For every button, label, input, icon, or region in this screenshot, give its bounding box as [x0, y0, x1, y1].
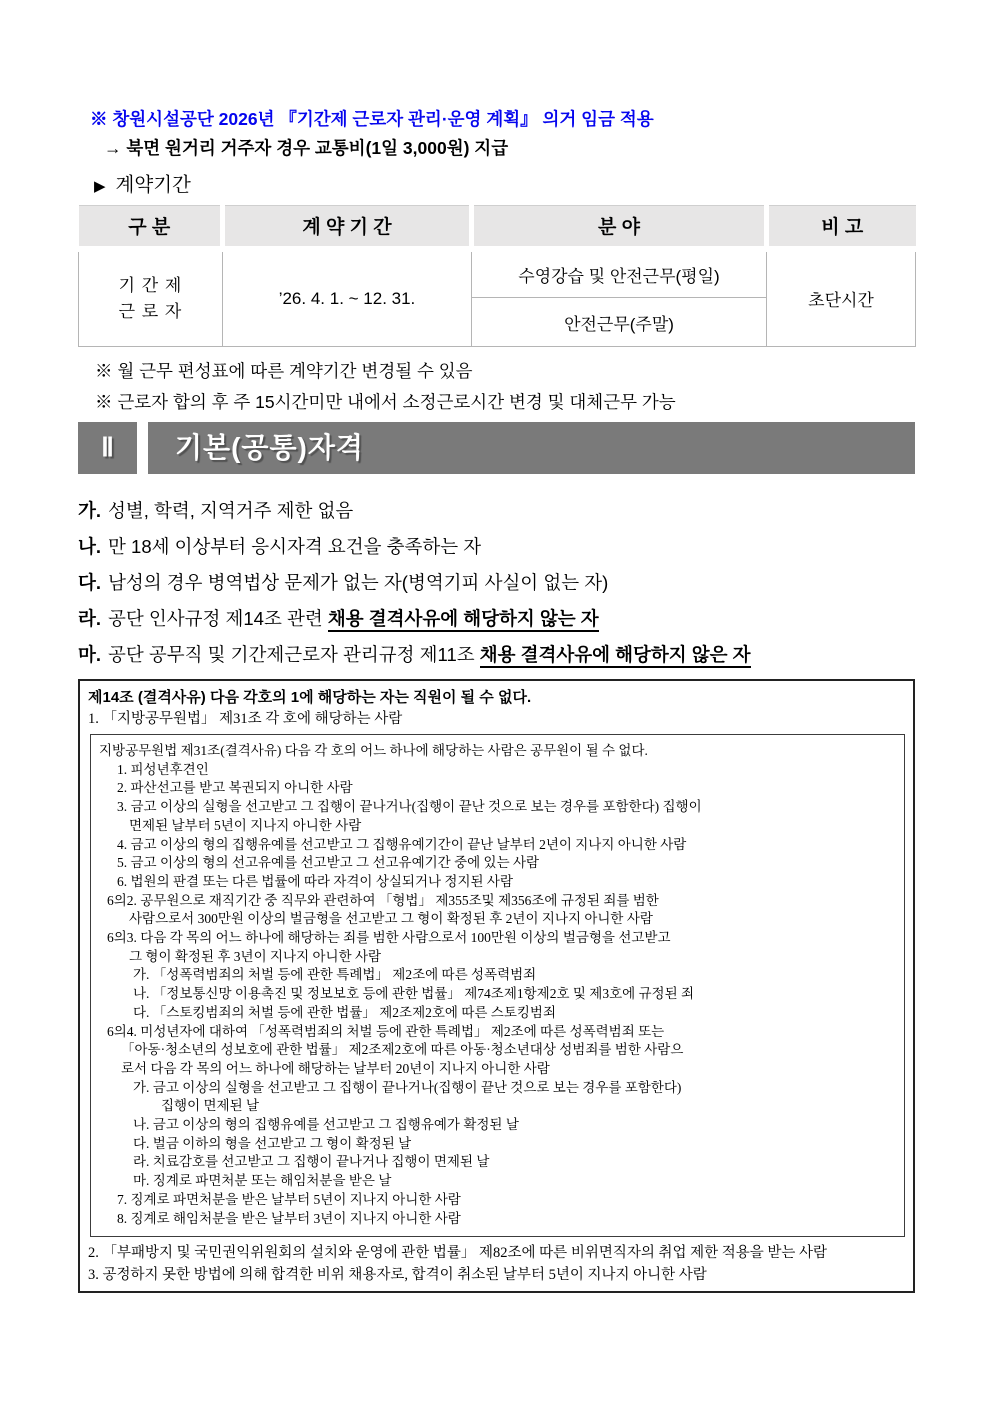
item-emphasis: 채용 결격사유에 해당하지 않는 자: [328, 608, 599, 632]
law-text-line: 집행이 면제된 날: [161, 1098, 260, 1114]
law-text-line: 로서 다음 각 목의 어느 하나에 해당하는 날부터 20년이 지나지 아니한 사람: [121, 1060, 550, 1076]
contract-notes: [0, 356, 992, 418]
item-text: 공단 인사규정 제14조 관련: [108, 608, 328, 629]
law-text-line: 4. 금고 이상의 형의 집행유예를 선고받고 그 집행유예기간이 끝난 날부터 2년이 지나지 아니한 사람: [117, 836, 687, 852]
list-item: [78, 493, 992, 529]
law-text-line: 나. 금고 이상의 형의 집행유예를 선고받고 그 집행유예가 확정된 날: [133, 1117, 519, 1133]
law-text-line: 6의3. 다음 각 목의 어느 하나에 해당하는 죄를 범한 사람으로서 100만원 이상의 벌금형을 선고받고: [107, 930, 671, 946]
list-item: [78, 565, 992, 601]
table-row: [79, 249, 916, 298]
law-text-line: 지방공무원법 제31조(결격사유) 다음 각 호의 어느 하나에 해당하는 사람은 공무원이 될 수 없다.: [99, 743, 648, 758]
section2-numeral: Ⅱ: [78, 422, 137, 474]
law-text-line: 마. 징계로 파면처분 또는 해임처분을 받은 날: [133, 1173, 392, 1189]
item-label: 라.: [78, 608, 102, 629]
section2-title: 기본(공통)자격: [148, 422, 915, 474]
law-text-line: 가. 「성폭력범죄의 처벌 등에 관한 특례법」 제2조에 따른 성폭력범죄: [133, 967, 537, 983]
col-header-field: 분 야: [472, 206, 767, 249]
article14-item1: 1. 「지방공무원법」 제31조 각 호에 해당하는 사람: [88, 711, 403, 727]
contract-note-2: ※ 근로자 합의 후 주 15시간미만 내에서 소정근로시간 변경 및 대체근무 가능: [95, 392, 676, 412]
cell-worker-category: [79, 249, 223, 347]
contract-period-title: 계약기간: [115, 174, 191, 196]
item-label: 가.: [78, 500, 102, 521]
law-text-line: 6의2. 공무원으로 재직기간 중 직무와 관련하여 「형법」 제355조및 제356조에 규정된 죄를 범한: [107, 892, 659, 908]
article14-heading: 제14조 (결격사유) 다음 각호의 1에 해당하는 자는 직원이 될 수 없다.: [88, 689, 532, 706]
law-text-line: 6. 법원의 판결 또는 다른 법률에 따라 자격이 상실되거나 정지된 사람: [117, 873, 513, 889]
item-label: 다.: [78, 572, 102, 593]
cell-remark: 초단시간: [767, 249, 916, 347]
law-text-line: 6의4. 미성년자에 대하여 「성폭력범죄의 처벌 등에 관한 특례법」 제2조에 따른 성폭력범죄 또는: [107, 1023, 665, 1039]
law-text-line: 2. 파산선고를 받고 복권되지 아니한 사람: [117, 780, 353, 796]
wage-plan-note: ※ 창원시설공단 2026년 『기간제 근로자 관리·운영 계획』 의거 임금 적용: [90, 109, 654, 129]
item-text: 공단 공무직 및 기간제근로자 관리규정 제11조: [108, 644, 480, 665]
law-text-line: 그 형이 확정된 후 3년이 지나지 아니한 사람: [129, 948, 382, 964]
worker-category-line2: 근 로 자: [118, 301, 183, 321]
list-item: [78, 637, 992, 673]
table-header-row: [79, 206, 916, 249]
col-header-period: 계 약 기 간: [223, 206, 472, 249]
col-header-remark: 비 고: [767, 206, 916, 249]
cell-field-weekday: 수영강습 및 안전근무(평일): [472, 249, 767, 298]
worker-category-line1: 기 간 제: [118, 275, 183, 295]
article14-item2: 2. 「부패방지 및 국민권익위원회의 설치와 운영에 관한 법률」 제82조에 따른 비위면직자의 취업 제한 적용을 받는 사람: [88, 1245, 828, 1262]
cell-field-weekend: 안전근무(주말): [472, 298, 767, 347]
local-officials-act-box: [90, 734, 905, 1237]
law-text-line: 가. 금고 이상의 실형을 선고받고 그 집행이 끝나거나(집행이 끝난 것으로 보는 경우를 포함한다): [133, 1079, 682, 1095]
list-item: [78, 529, 992, 565]
law-text-line: 1. 피성년후견인: [117, 761, 209, 777]
law-text-line: 면제된 날부터 5년이 지나지 아니한 사람: [129, 817, 362, 833]
item-text: 성별, 학력, 지역거주 제한 없음: [108, 500, 354, 521]
disqualification-box: [78, 679, 915, 1293]
contract-table-wrapper: [78, 205, 915, 347]
contract-period-heading: [94, 173, 992, 199]
law-text-line: 3. 금고 이상의 실형을 선고받고 그 집행이 끝나거나(집행이 끝난 것으로 보는 경우를 포함한다) 집행이: [117, 799, 702, 815]
item-text: 남성의 경우 병역법상 문제가 없는 자(병역기피 사실이 없는 자): [108, 572, 609, 593]
list-item: [78, 601, 992, 637]
qualification-list: [78, 493, 992, 673]
col-header-category: 구 분: [79, 206, 223, 249]
law-text-line: 7. 징계로 파면처분을 받은 날부터 5년이 지나지 아니한 사람: [117, 1191, 461, 1207]
law-text-line: 다. 벌금 이하의 형을 선고받고 그 형이 확정된 날: [133, 1135, 412, 1151]
transport-allowance-note: → 북면 원거리 거주자 경우 교통비(1일 3,000원) 지급: [104, 138, 509, 158]
law-text-line: 다. 「스토킹범죄의 처벌 등에 관한 법률」 제2조제2호에 따른 스토킹범죄: [133, 1004, 556, 1020]
law-text-line: 나. 「정보통신망 이용촉진 및 정보보호 등에 관한 법률」 제74조제1항제2호 및 제3호에 규정된 죄: [133, 986, 695, 1002]
item-label: 마.: [78, 644, 102, 665]
contract-table: [78, 205, 916, 347]
cell-contract-period: ’26. 4. 1. ~ 12. 31.: [223, 249, 472, 347]
article14-item3: 3. 공정하지 못한 방법에 의해 합격한 비위 채용자로, 합격이 취소된 날부터 5년이 지나지 아니한 사람: [88, 1267, 707, 1284]
section2-header: [78, 422, 915, 474]
law-text-line: 5. 금고 이상의 형의 선고유예를 선고받고 그 선고유예기간 중에 있는 사람: [117, 855, 540, 871]
triangle-bullet-icon: ▶: [94, 178, 106, 195]
item-emphasis: 채용 결격사유에 해당하지 않은 자: [480, 644, 751, 668]
contract-note-1: ※ 월 근무 편성표에 따른 계약기간 변경될 수 있음: [95, 361, 473, 381]
item-text: 만 18세 이상부터 응시자격 요건을 충족하는 자: [108, 536, 482, 557]
law-text-line: 8. 징계로 해임처분을 받은 날부터 3년이 지나지 아니한 사람: [117, 1210, 461, 1226]
item-label: 나.: [78, 536, 102, 557]
law-text-line: 라. 치료감호를 선고받고 그 집행이 끝나거나 집행이 면제된 날: [133, 1154, 490, 1170]
law-text-line: 「아동·청소년의 성보호에 관한 법률」 제2조제2호에 따른 아동·청소년대상 성범죄를 범한 사람으: [121, 1042, 684, 1058]
law-text-line: 사람으로서 300만원 이상의 벌금형을 선고받고 그 형이 확정된 후 2년이 지나지 아니한 사람: [129, 911, 653, 927]
